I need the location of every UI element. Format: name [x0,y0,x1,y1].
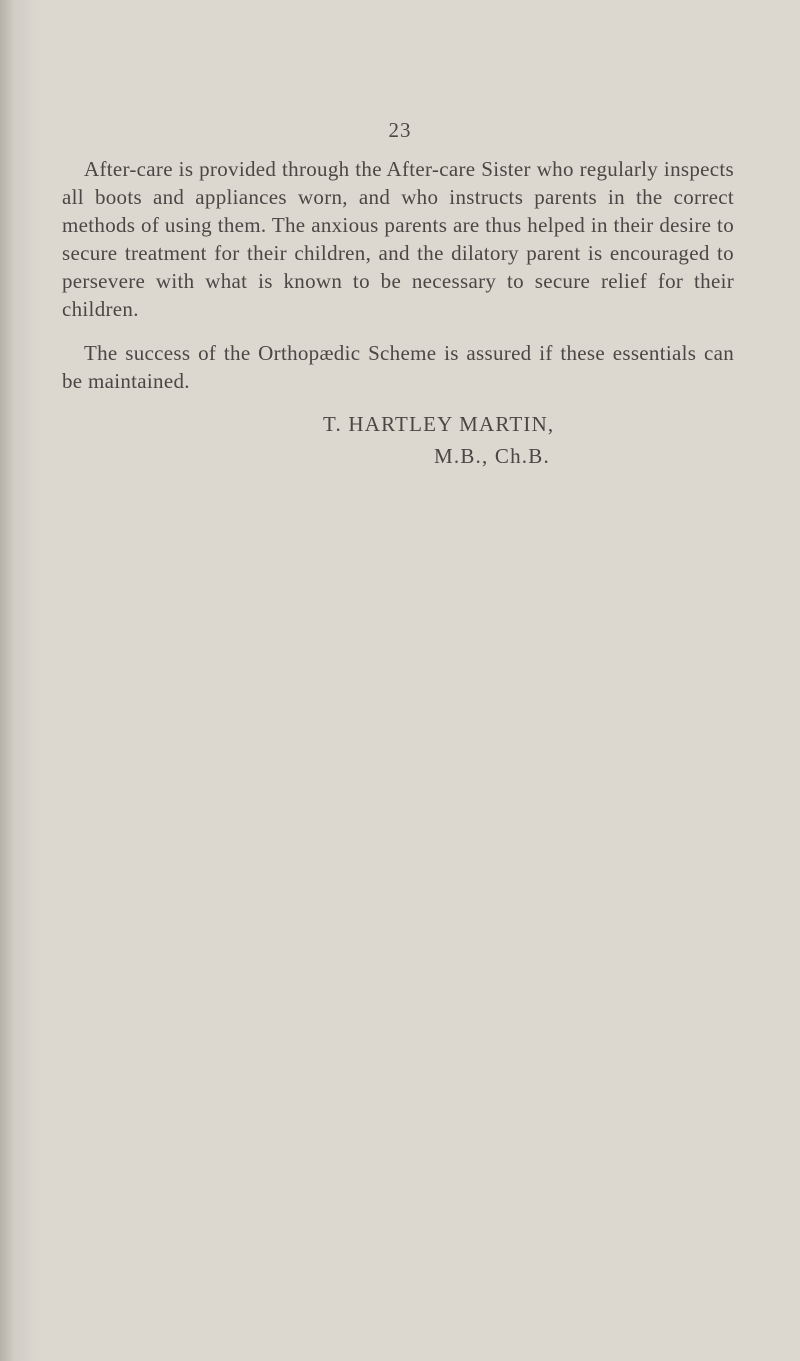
paragraph-after-care: After-care is provided through the After-care Sister who regularly inspects all boots and appliances worn, and who instructs parents in the correct methods of using them. The anxious parents are thus helped in their desire to secure treatment for their children, and the dilatory parent is encouraged to persevere with what is known to be necessary to secure relief for their children. [62,157,734,321]
paragraph-orthopaedic-scheme: The success of the Orthopædic Scheme is assured if these essentials can be maintained. [62,341,734,393]
page-number: 23 [388,118,412,142]
signature-name: T. HARTLEY MARTIN, [323,412,555,436]
signature-degrees: M.B., Ch.B. [434,444,550,468]
signature-block [0,408,800,472]
